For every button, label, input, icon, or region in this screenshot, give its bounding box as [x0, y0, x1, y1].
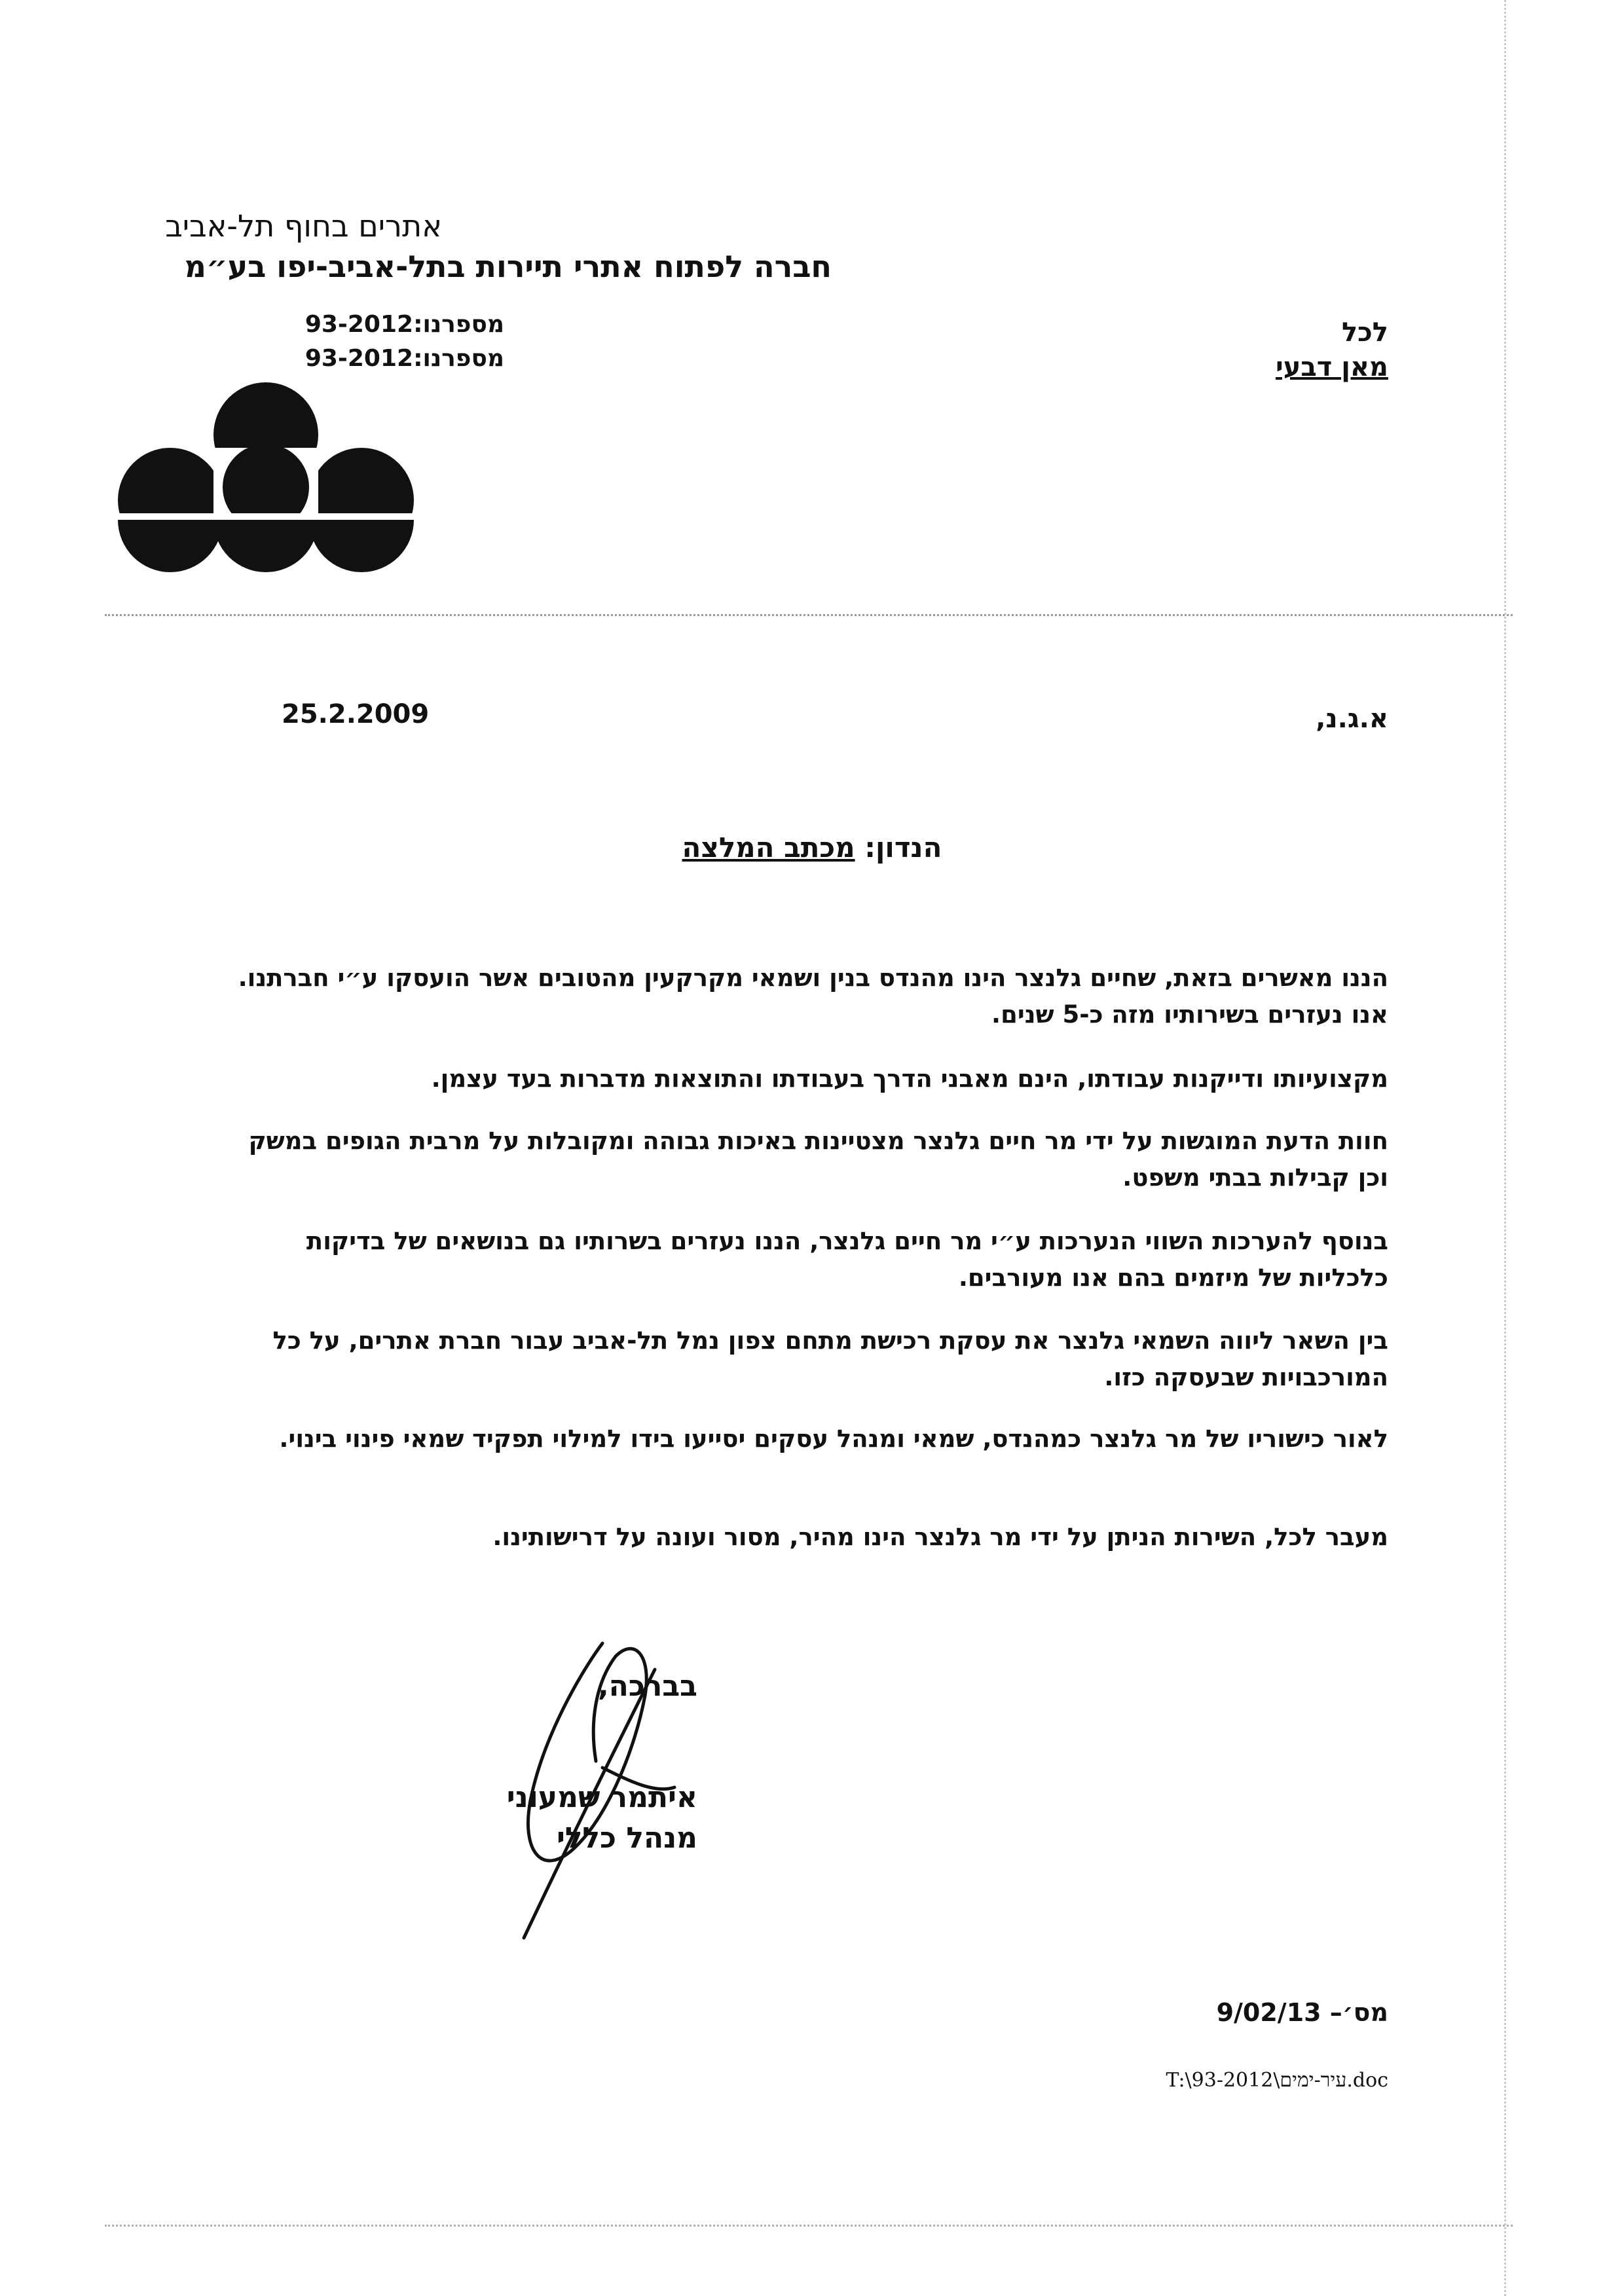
- footer-separator: [105, 2225, 1513, 2227]
- company-name-line2: חברה לפתוח אתרי תיירות בתל-אביב-יפו בע״מ: [184, 249, 832, 284]
- file-path: T:\עיר-ימים\93-2012.doc: [1166, 2069, 1388, 2092]
- page-edge-line: [1504, 0, 1506, 2296]
- company-name-line1: אתרים בחוף תל-אביב: [165, 208, 442, 244]
- subject-text: מכתב המלצה: [682, 831, 855, 864]
- subject-label: הנדון:: [864, 831, 942, 864]
- signer-title: מנהל כללי: [556, 1821, 697, 1855]
- body-paragraph-3: חוות הדעת המוגשות על ידי מר חיים גלנצר מצטיינות באיכות גבוהה ומקובלות על מרבית הגופים במשק וכן קבילות בבתי משפט.: [248, 1127, 1388, 1192]
- handwritten-signature-icon: [504, 1630, 727, 1944]
- recipient-line2: מאן דבעי: [1275, 352, 1388, 382]
- footer-code: מס׳– 9/02/13: [1216, 1998, 1388, 2027]
- closing: בברכה,: [597, 1669, 697, 1703]
- body-paragraph-2: מקצועיותו ודייקנות עבודתו, הינם מאבני הדרך בעבודתו והתוצאות מדברות בעד עצמן.: [431, 1065, 1388, 1093]
- greeting: א.ג.נ,: [1316, 704, 1388, 734]
- header-separator: [105, 614, 1513, 616]
- body-paragraph-1: הננו מאשרים בזאת, שחיים גלנצר הינו מהנדס בנין ושמאי מקרקעין מהטובים אשר הועסקו ע״י חברתנו. אנו נעזרים בשירותיו מזה כ-5 שנים.: [238, 964, 1388, 1029]
- signer-name: איתמר שמעוני: [506, 1781, 697, 1814]
- body-paragraph-6: לאור כישוריו של מר גלנצר כמהנדס, שמאי ומנהל עסקים יסייעו בידו למילוי תפקיד שמאי פינוי בינוי.: [279, 1425, 1388, 1453]
- subject-line: [0, 831, 1624, 864]
- body-paragraph-5: בין השאר ליווה השמאי גלנצר את עסקת רכישת מתחם צפון נמל תל-אביב עבור חברת אתרים, על כל המורכבויות שבעסקה כזו.: [272, 1326, 1388, 1391]
- company-logo-icon: [118, 382, 414, 579]
- reference-number-2: מספרנו:93-2012: [304, 345, 504, 372]
- body-paragraph-4: בנוסף להערכות השווי הנערכות ע״י מר חיים גלנצר, הננו נעזרים בשרותיו גם בנושאים של בדיקות כלכליות של מיזמים בהם אנו מעורבים.: [306, 1227, 1388, 1292]
- reference-number-1: מספרנו:93-2012: [304, 311, 504, 338]
- recipient-line1: לכל: [1341, 318, 1388, 348]
- body-paragraph-7: מעבר לכל, השירות הניתן על ידי מר גלנצר הינו מהיר, מסור ועונה על דרישותינו.: [492, 1523, 1388, 1551]
- letter-date: 25.2.2009: [282, 699, 430, 729]
